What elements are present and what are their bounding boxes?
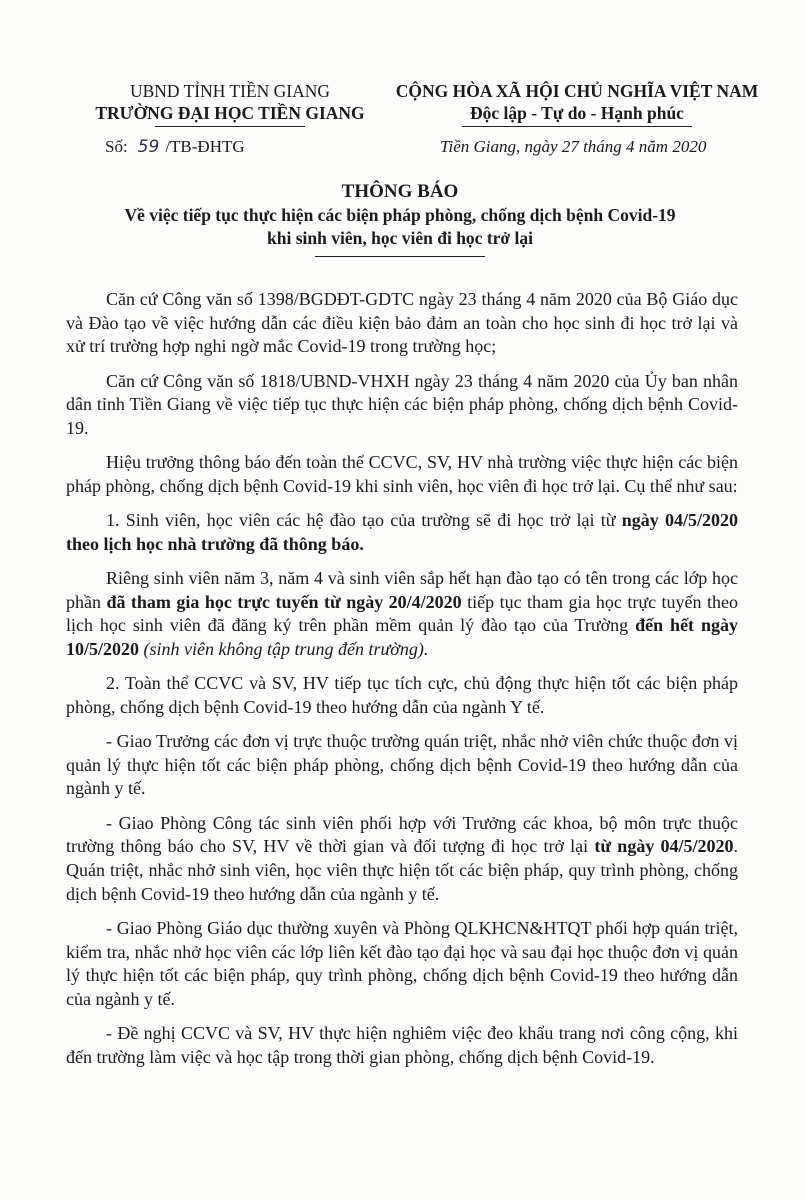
place-and-date: Tiền Giang, ngày 27 tháng 4 năm 2020 — [440, 137, 707, 156]
issuer-authority: UBND TỈNH TIỀN GIANG — [129, 81, 331, 101]
paragraph-bullet-continuing-education: - Giao Phòng Giáo dục thường xuyên và Phòng QLKHCN&HTQT phối hợp quán triệt, kiểm tra, nhắc nhở học viên các lớp liên kết đào tạo đại học và sau đại học thuộc đơn vị quản lý thực hiện tốt các biện pháp, quy trình phòng, chống dịch bệnh Covid-19 theo hướng dẫn của ngành y tế. — [66, 918, 738, 1009]
document-subtitle-line-1: Về việc tiếp tục thực hiện các biện pháp phòng, chống dịch bệnh Covid-19 — [124, 205, 676, 225]
paragraph-bullet-face-masks: - Đề nghị CCVC và SV, HV thực hiện nghiêm việc đeo khẩu trang nơi công cộng, khi đến trường làm việc và học tập trong thời gian phòng, chống dịch bệnh Covid-19. — [66, 1023, 738, 1067]
national-motto: Độc lập - Tự do - Hạnh phúc — [470, 103, 684, 123]
document-number — [105, 137, 245, 157]
document-number-handwritten: 59 — [137, 137, 160, 157]
national-header — [372, 80, 782, 127]
student-affairs-date-emphasis: từ ngày 04/5/2020 — [594, 836, 734, 857]
paragraph-bullet-unit-heads: - Giao Trưởng các đơn vị trực thuộc trường quán triệt, nhắc nhở viên chức thuộc đơn vị quản lý thực hiện tốt các biện pháp phòng, chống dịch bệnh Covid-19 theo hướng dẫn của ngành y tế. — [66, 731, 738, 799]
issuer-block — [60, 80, 400, 127]
item-1-date-emphasis: ngày 04/5/2020 theo lịch học nhà trường đã thông báo. — [66, 510, 739, 554]
document-number-label: Số: — [105, 137, 128, 156]
document-title: THÔNG BÁO — [341, 181, 459, 202]
document-subtitle-line-2: khi sinh viên, học viên đi học trở lại — [267, 228, 533, 248]
student-affairs-text-2: . Quán triệt, nhắc nhở sinh viên, học viên thực hiện tốt các biện pháp, quy trình phòng, chống dịch bệnh Covid-19 theo hướng dẫn của ngành y tế. — [66, 836, 739, 904]
online-study-emphasis-2: đến hết ngày 10/5/2020 — [66, 615, 738, 659]
title-underline — [315, 256, 485, 257]
item-1-text: 1. Sinh viên, học viên các hệ đào tạo của trường sẽ đi học trở lại từ — [106, 510, 622, 531]
online-study-emphasis-1: đã tham gia học trực tuyến từ ngày 20/4/2020 — [106, 591, 462, 612]
paragraph-item-2: 2. Toàn thể CCVC và SV, HV tiếp tục tích cực, chủ động thực hiện tốt các biện pháp phòng, chống dịch bệnh Covid-19 theo hướng dẫn của ngành Y tế. — [66, 673, 738, 717]
issuer-underline — [155, 126, 305, 127]
document-number-suffix: /TB-ĐHTG — [165, 137, 245, 156]
document-body — [66, 288, 738, 1080]
online-study-text-2: tiếp tục tham gia học trực tuyến theo lịch học sinh viên đã đăng ký trên phần mềm quản lý đào tạo của Trường — [66, 591, 738, 636]
paragraph-legal-basis-2: Căn cứ Công văn số 1818/UBND-VHXH ngày 23 tháng 4 năm 2020 của Ủy ban nhân dân tỉnh Tiền Giang về việc tiếp tục thực hiện các biện pháp phòng, chống dịch bệnh Covid-19. — [66, 370, 738, 438]
paragraph-legal-basis-1: Căn cứ Công văn số 1398/BGDĐT-GDTC ngày 23 tháng 4 năm 2020 của Bộ Giáo dục và Đào tạo về việc hướng dẫn các điều kiện bảo đảm an toàn cho học sinh đi học trở lại và xử trí trường hợp nghi ngờ mắc Covid-19 trong trường học; — [66, 289, 738, 357]
issuer-school: TRƯỜNG ĐẠI HỌC TIỀN GIANG — [95, 103, 365, 123]
paragraph-announcement-intro: Hiệu trưởng thông báo đến toàn thể CCVC, SV, HV nhà trường việc thực hiện các biện pháp phòng, chống dịch bệnh Covid-19 khi sinh viên, học viên đi học trở lại. Cụ thể như sau: — [66, 452, 738, 496]
paragraph-item-1 — [66, 509, 738, 556]
paragraph-bullet-student-affairs — [66, 812, 738, 906]
student-affairs-text-1: - Giao Phòng Công tác sinh viên phối hợp với Trưởng các khoa, bộ môn trực thuộc trường thông báo cho SV, HV về thời gian và đối tượng đi học trở lại — [66, 812, 738, 857]
online-study-note: (sinh viên không tập trung đến trường). — [143, 638, 429, 659]
nation-name: CỘNG HÒA XÃ HỘI CHỦ NGHĨA VIỆT NAM — [395, 81, 759, 101]
motto-underline — [462, 126, 692, 127]
online-study-text-1: Riêng sinh viên năm 3, năm 4 và sinh viên sắp hết hạn đào tạo có tên trong các lớp học phần — [66, 568, 738, 612]
paragraph-online-study — [66, 567, 738, 661]
title-block — [60, 180, 740, 257]
